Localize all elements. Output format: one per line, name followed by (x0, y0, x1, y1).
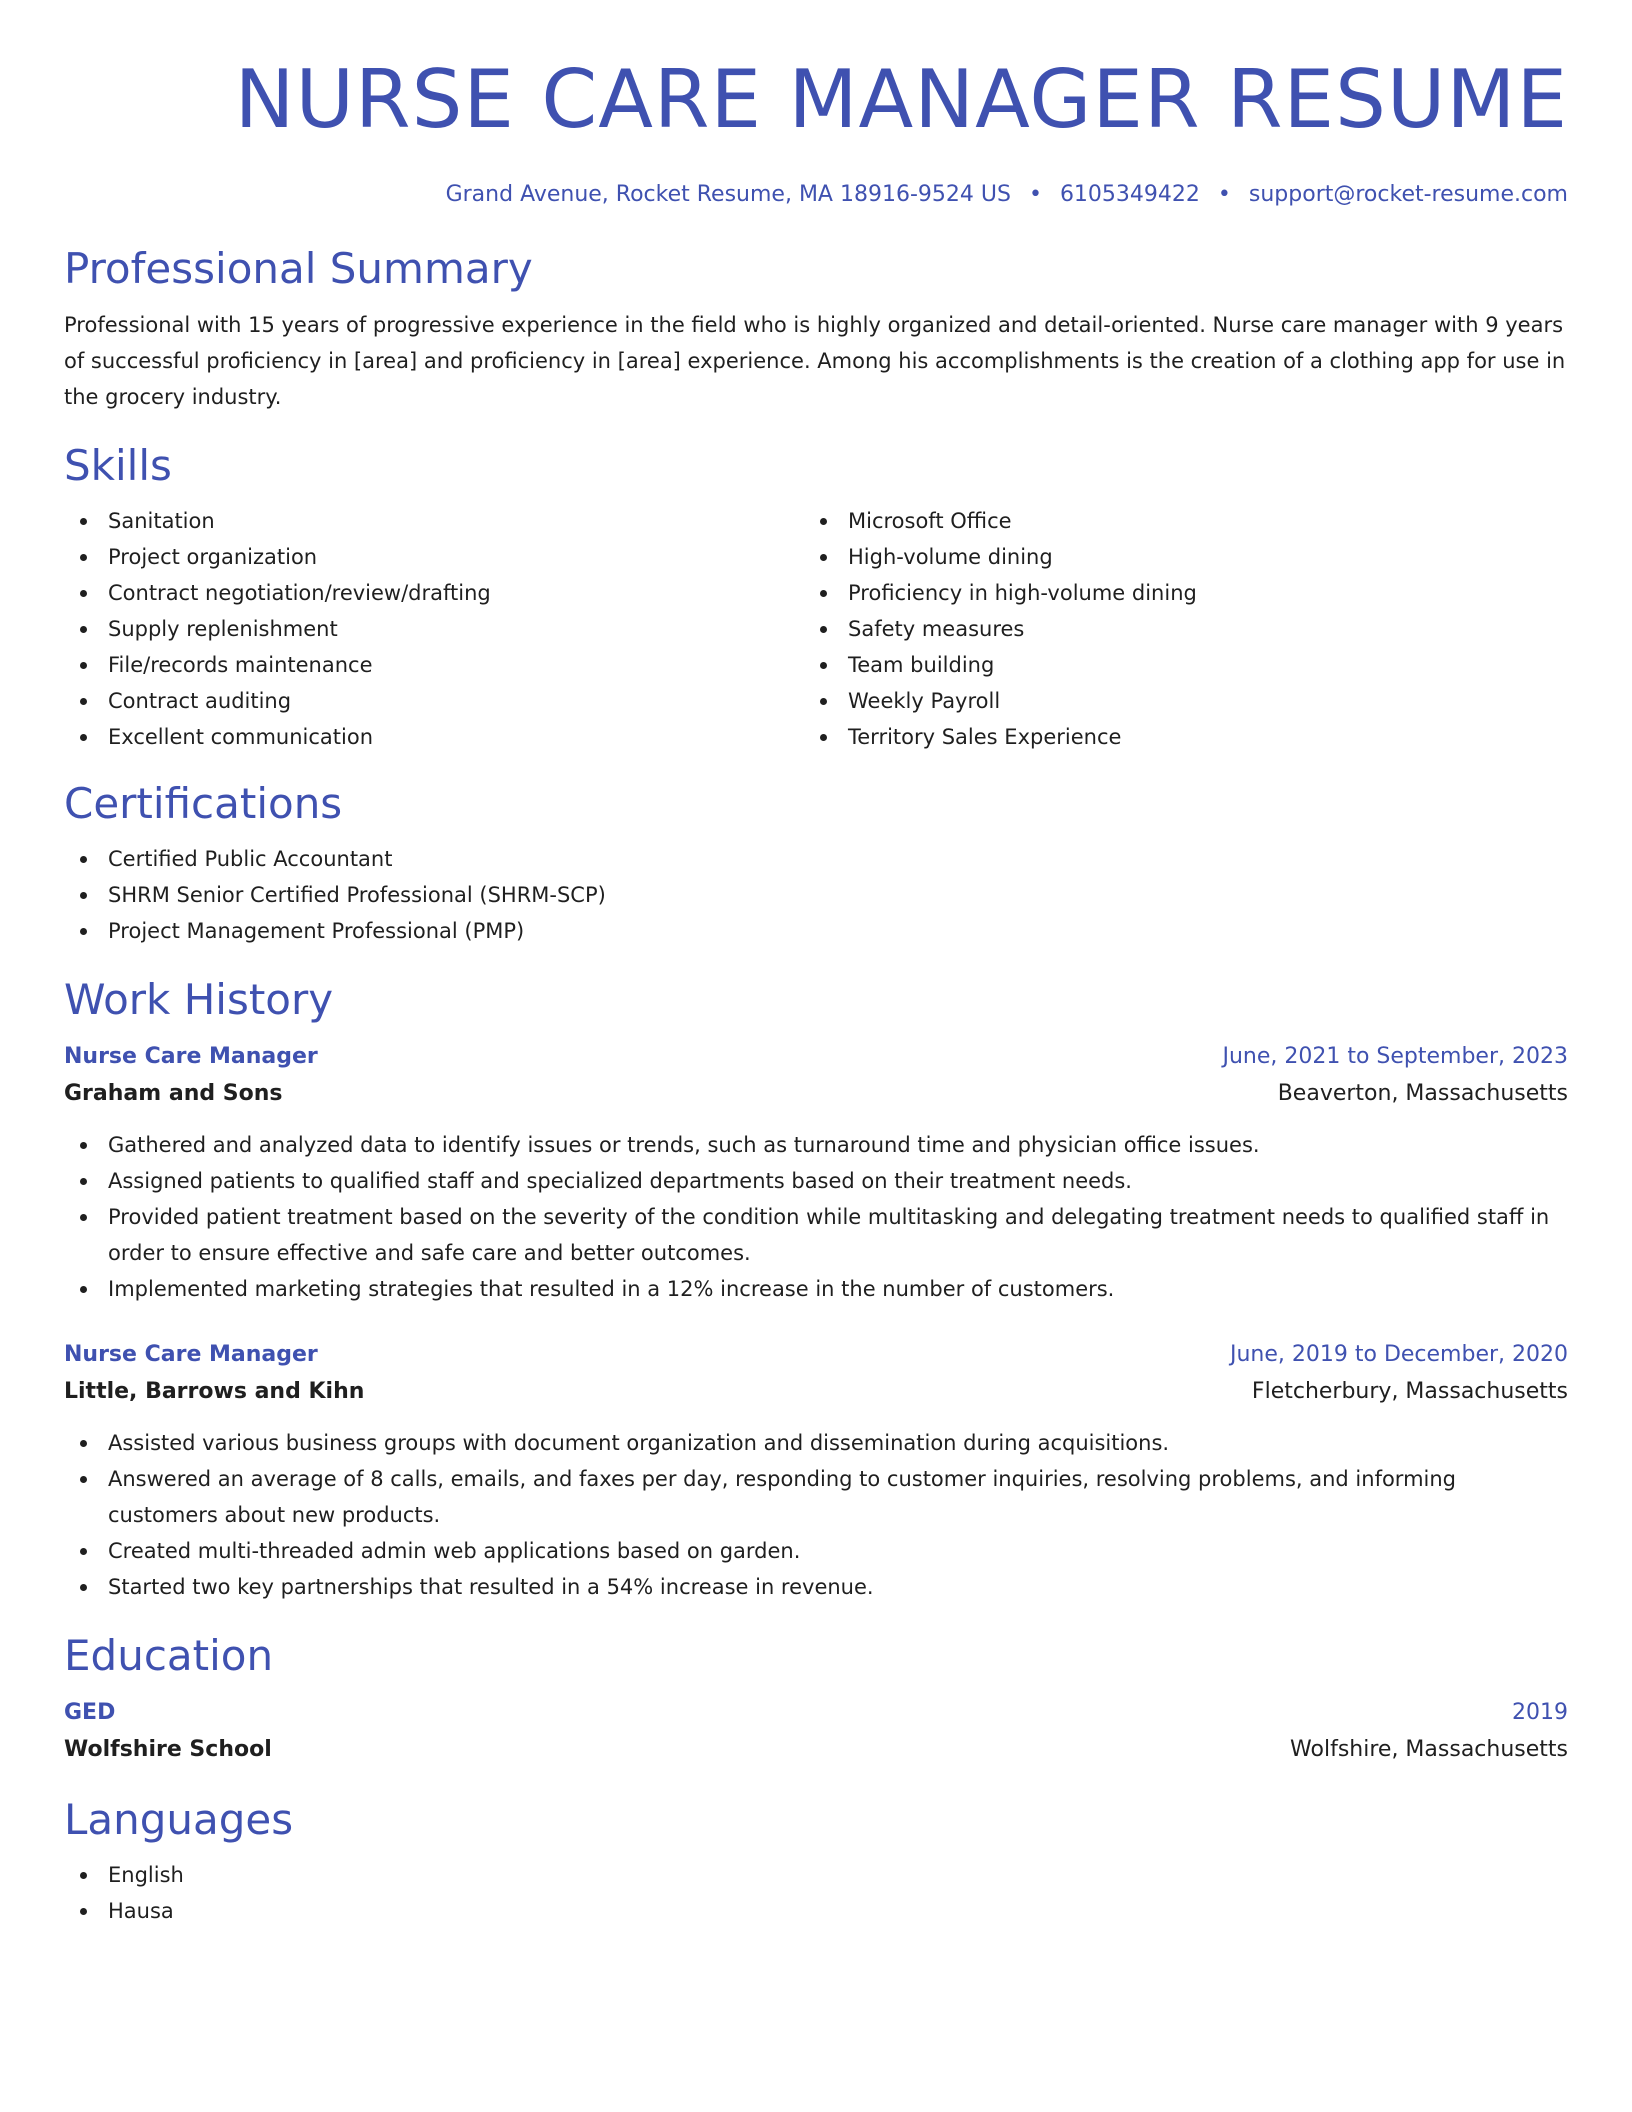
job-employer: Graham and Sons (64, 1081, 283, 1106)
job-employer: Little, Barrows and Kihn (64, 1379, 365, 1404)
contact-address: Grand Avenue, Rocket Resume, MA 18916-9524 US (445, 182, 1011, 207)
contact-email[interactable]: support@rocket-resume.com (1248, 182, 1568, 207)
job-bullet: Created multi-threaded admin web applications based on garden. (64, 1533, 1568, 1569)
job-bullets (64, 1127, 1568, 1307)
languages-heading: Languages (64, 1795, 294, 1844)
skill-item: Microsoft Office (804, 503, 1568, 539)
skills-list (64, 503, 1568, 755)
skill-item: Project organization (64, 539, 804, 575)
skill-item: Team building (804, 647, 1568, 683)
contact-separator: • (1217, 182, 1231, 207)
education-location: Wolfshire, Massachusetts (1290, 1737, 1568, 1762)
language-item: Hausa (64, 1893, 1568, 1929)
job-title: Nurse Care Manager (64, 1044, 318, 1069)
skill-item: Sanitation (64, 503, 804, 539)
job-bullet: Assigned patients to qualified staff and specialized departments based on their treatment needs. (64, 1163, 1568, 1199)
job-bullet: Assisted various business groups with document organization and dissemination during acquisitions. (64, 1425, 1568, 1461)
skill-item: Excellent communication (64, 719, 804, 755)
education-heading: Education (64, 1631, 274, 1680)
skill-item: Safety measures (804, 611, 1568, 647)
certifications-list (64, 841, 1568, 949)
resume-title: NURSE CARE MANAGER RESUME (234, 53, 1568, 146)
skill-item: Contract auditing (64, 683, 804, 719)
job-entry (64, 1337, 1568, 1605)
job-bullet: Implemented marketing strategies that resulted in a 12% increase in the number of customers. (64, 1271, 1568, 1307)
certification-item: Certified Public Accountant (64, 841, 1568, 877)
job-bullet: Gathered and analyzed data to identify issues or trends, such as turnaround time and physician office issues. (64, 1127, 1568, 1163)
contact-line (64, 180, 1568, 210)
contact-phone: 6105349422 (1059, 182, 1200, 207)
skills-heading: Skills (64, 441, 172, 490)
certification-item: SHRM Senior Certified Professional (SHRM-SCP) (64, 877, 1568, 913)
certification-item: Project Management Professional (PMP) (64, 913, 1568, 949)
language-item: English (64, 1857, 1568, 1893)
skills-right-column (804, 503, 1568, 755)
job-dates: June, 2021 to September, 2023 (1222, 1044, 1568, 1069)
skill-item: Supply replenishment (64, 611, 804, 647)
skill-item: Proficiency in high-volume dining (804, 575, 1568, 611)
job-dates: June, 2019 to December, 2020 (1229, 1342, 1568, 1367)
job-location: Beaverton, Massachusetts (1277, 1081, 1568, 1106)
certifications-heading: Certifications (64, 779, 343, 828)
education-degree: GED (64, 1700, 116, 1725)
education-year: 2019 (1512, 1700, 1568, 1725)
job-entry (64, 1039, 1568, 1307)
skill-item: Contract negotiation/review/drafting (64, 575, 804, 611)
skill-item: Territory Sales Experience (804, 719, 1568, 755)
languages-list (64, 1857, 1568, 1929)
contact-separator: • (1028, 182, 1042, 207)
skill-item: Weekly Payroll (804, 683, 1568, 719)
job-location: Fletcherbury, Massachusetts (1251, 1379, 1568, 1404)
job-title: Nurse Care Manager (64, 1342, 318, 1367)
skill-item: File/records maintenance (64, 647, 804, 683)
skills-left-column (64, 503, 804, 755)
skill-item: High-volume dining (804, 539, 1568, 575)
summary-text: Professional with 15 years of progressive experience in the field who is highly organized and detail-oriented. Nurse care manager with 9 years of successful proficiency in [area] and proficiency in [area] experience. Among his accomplishments is the creation of a clothing app for use in the grocery industry. (64, 313, 1566, 409)
education-school: Wolfshire School (64, 1737, 272, 1762)
summary-heading: Professional Summary (64, 244, 533, 293)
education-entry (64, 1695, 1568, 1769)
work-history-heading: Work History (64, 975, 334, 1024)
job-bullet: Answered an average of 8 calls, emails, and faxes per day, responding to customer inquiries, resolving problems, and informing customers about new products. (64, 1461, 1568, 1533)
job-bullet: Started two key partnerships that resulted in a 54% increase in revenue. (64, 1569, 1568, 1605)
job-bullet: Provided patient treatment based on the severity of the condition while multitasking and delegating treatment needs to qualified staff in order to ensure effective and safe care and better outcomes. (64, 1199, 1568, 1271)
job-bullets (64, 1425, 1568, 1605)
